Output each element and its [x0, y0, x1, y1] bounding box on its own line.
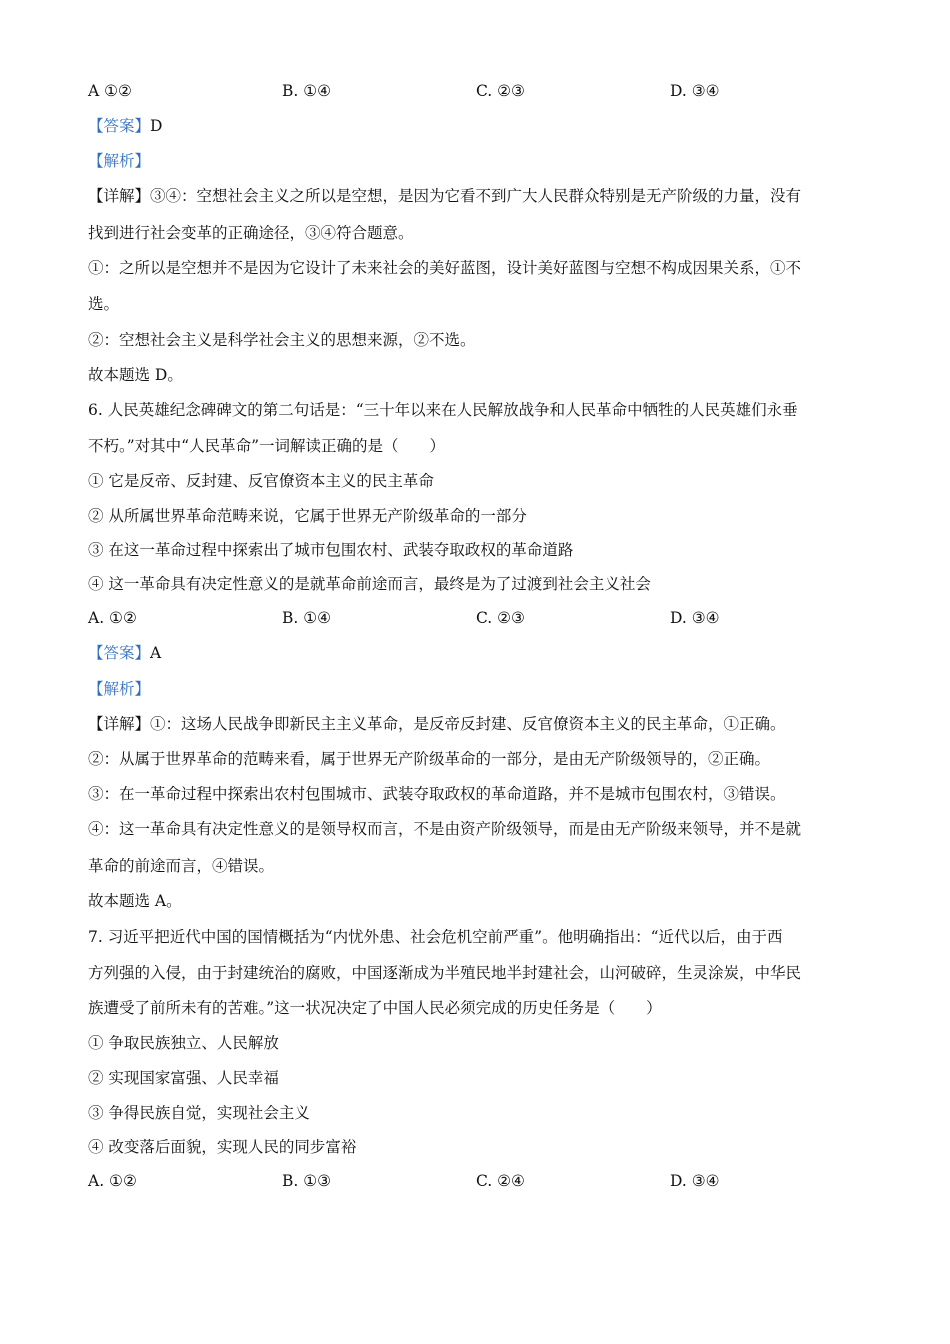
q6-analysis-tag: 【解析】 [88, 680, 151, 698]
q7-option-b: B. ①③ [282, 1172, 332, 1190]
q7-item-2: ② 实现国家富强、人民幸福 [88, 1069, 279, 1087]
q6-item-4: ④ 这一革命具有决定性意义的是就革命前途而言，最终是为了过渡到社会主义社会 [88, 575, 651, 593]
q6-item-2: ② 从所属世界革命范畴来说，它属于世界无产阶级革命的一部分 [88, 507, 527, 525]
q6-detail-tag: 【详解】 [88, 715, 151, 733]
q6-options [88, 605, 868, 631]
q5-detail-line-2: 找到进行社会变革的正确途径，③④符合题意。 [88, 224, 414, 242]
q5-answer [88, 113, 868, 139]
q5-detail-line-4: 选。 [88, 295, 120, 313]
q7-stem-line-3: 族遭受了前所未有的苦难。”这一状况决定了中国人民必须完成的历史任务是（ ） [88, 999, 662, 1017]
q6-detail-text-1: ①：这场人民战争即新民主主义革命，是反帝反封建、反官僚资本主义的民主革命，①正确。 [150, 715, 786, 733]
q7-option-d: D. ③④ [670, 1172, 720, 1190]
q5-analysis-heading [88, 148, 868, 174]
q7-option-a: A. ①② [88, 1172, 137, 1190]
q6-answer-tag: 【答案】 [88, 644, 151, 662]
q5-answer-tag: 【答案】 [88, 117, 151, 135]
q7-stem-line-1: 7. 习近平把近代中国的国情概括为“内忧外患、社会危机空前严重”。他明确指出：“近代以后，由于西 [88, 928, 783, 946]
q6-answer [88, 640, 868, 666]
q5-option-b: B. ①④ [282, 82, 332, 100]
q6-option-b: B. ①④ [282, 609, 332, 627]
q7-item-1: ① 争取民族独立、人民解放 [88, 1034, 279, 1052]
q5-analysis-tag: 【解析】 [88, 152, 151, 170]
q6-conclusion: 故本题选 A。 [88, 892, 182, 910]
q6-answer-value: A [150, 644, 162, 662]
q6-option-c: C. ②③ [476, 609, 525, 627]
q7-option-c: C. ②④ [476, 1172, 525, 1190]
q5-detail-text-1: ③④：空想社会主义之所以是空想，是因为它看不到广大人民群众特别是无产阶级的力量，没有 [150, 187, 802, 205]
q5-options [88, 78, 868, 104]
q6-detail-line-4: ④：这一革命具有决定性意义的是领导权而言，不是由资产阶级领导，而是由无产阶级来领导，并不是就 [88, 820, 802, 838]
q6-detail-line-1 [88, 711, 868, 737]
q6-stem-line-2: 不朽。”对其中“人民革命”一词解读正确的是（ ） [88, 437, 446, 455]
q6-option-a: A. ①② [88, 609, 137, 627]
q5-detail-tag: 【详解】 [88, 187, 151, 205]
q6-detail-line-2: ②：从属于世界革命的范畴来看，属于世界无产阶级革命的一部分，是由无产阶级领导的，②正确。 [88, 750, 771, 768]
q6-item-3: ③ 在这一革命过程中探索出了城市包围农村、武装夺取政权的革命道路 [88, 541, 574, 559]
q7-item-3: ③ 争得民族自觉，实现社会主义 [88, 1104, 310, 1122]
q6-stem-line-1: 6. 人民英雄纪念碑碑文的第二句话是：“三十年以来在人民解放战争和人民革命中牺牲的人民英雄们永垂 [88, 401, 798, 419]
q6-detail-line-3: ③：在一革命过程中探索出农村包围城市、武装夺取政权的革命道路，并不是城市包围农村，③错误。 [88, 785, 786, 803]
q6-analysis-heading [88, 676, 868, 702]
q5-detail-line-3: ①：之所以是空想并不是因为它设计了未来社会的美好蓝图，设计美好蓝图与空想不构成因果关系，①不 [88, 259, 802, 277]
q7-options [88, 1168, 868, 1194]
q5-option-c: C. ②③ [476, 82, 525, 100]
q6-option-d: D. ③④ [670, 609, 720, 627]
q7-item-4: ④ 改变落后面貌，实现人民的同步富裕 [88, 1138, 357, 1156]
q5-option-a: A ①② [88, 82, 132, 100]
q5-detail-line-1 [88, 183, 868, 209]
q5-option-d: D. ③④ [670, 82, 720, 100]
q5-detail-line-5: ②：空想社会主义是科学社会主义的思想来源，②不选。 [88, 331, 476, 349]
q6-detail-line-5: 革命的前途而言，④错误。 [88, 857, 275, 875]
q6-item-1: ① 它是反帝、反封建、反官僚资本主义的民主革命 [88, 472, 434, 490]
q5-conclusion: 故本题选 D。 [88, 366, 183, 384]
q7-stem-line-2: 方列强的入侵，由于封建统治的腐败，中国逐渐成为半殖民地半封建社会，山河破碎，生灵涂炭，中华民 [88, 964, 802, 982]
q5-answer-value: D [150, 117, 163, 135]
